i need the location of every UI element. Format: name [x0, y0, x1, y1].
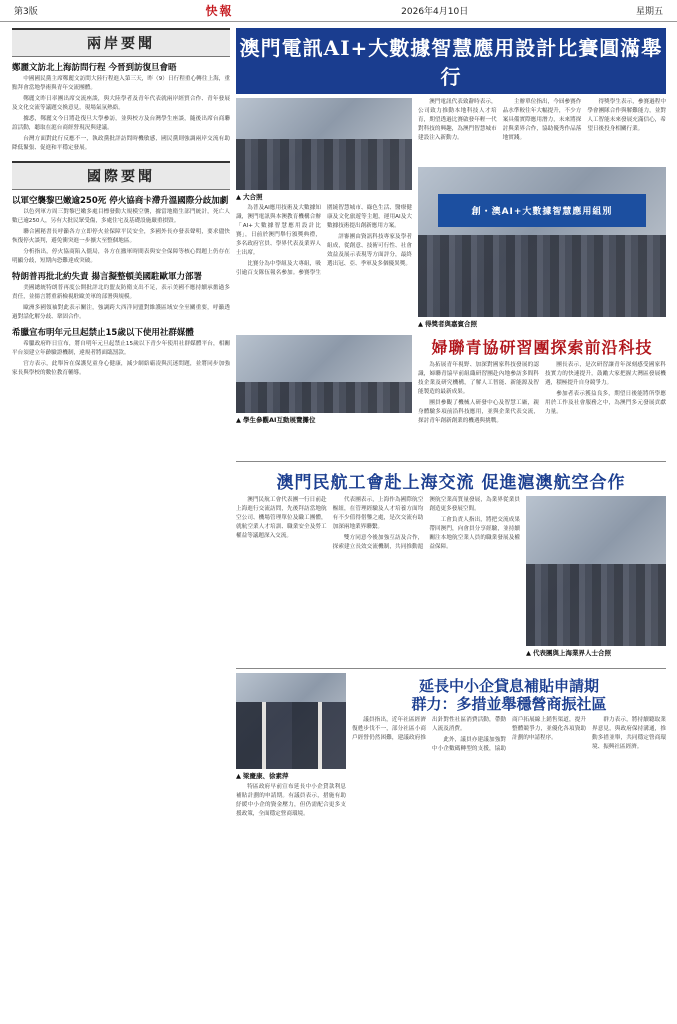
headline-sme-subsidy [352, 677, 666, 713]
paragraph: 群力表示，將持續聽取業界意見，與政府保持溝通，推動多措並舉，共同穩定營商環境、振興社區經濟。 [592, 717, 666, 750]
left-column [12, 28, 230, 1014]
article-aviation-union [236, 496, 520, 664]
paragraph: 參加者表示獲益良多，期望日後能將所學應用於工作及社會服務之中，為澳門多元發展貢獻力量。 [545, 391, 666, 415]
paragraph: 比賽分為中學組及大專組，吸引逾百支隊伍報名參加。參賽學生圍繞智慧城市、綠色生活、醫療健康及文化旅遊等主題，運用AI及大數據技術提出創新應用方案。 [236, 205, 412, 276]
article-ai-contest-a [236, 204, 412, 332]
paragraph: 主辦單位指出，今屆參賽作品水準較往年大幅提升，不少方案具備實際應用潛力，未來將探討與業界合作，協助優秀作品落地實踐。 [502, 99, 582, 141]
section-cross-strait: 兩岸要聞 [12, 28, 230, 57]
paragraph: 特區政府早前宣布延長中小企貸款利息補貼計劃的申請期。有議員表示，措施有助紓緩中小企的資金壓力，但仍需配合更多支援政策，全面穩定營商環境。 [236, 784, 346, 817]
exhibition-photo [236, 335, 412, 413]
photo-caption: ▲ 得獎者與嘉賓合照 [418, 320, 477, 328]
headline-women-youth: 婦聯青協研習團探索前沿科技 [431, 338, 653, 357]
headline-cross-strait-1: 鄭麗文訪北上海訪問行程 今晉到訪復旦會晤 [12, 63, 177, 73]
main-headline: 澳門電訊AI+大數據智慧應用設計比賽圓滿舉行 [236, 28, 666, 94]
group-photo [236, 98, 412, 190]
triangle-icon: ▲ [526, 649, 531, 657]
article-cross-strait-1 [12, 75, 230, 153]
photo-caption: ▲ 代表團與上海業界人士合照 [526, 649, 611, 657]
paragraph: 團長表示，是次研習讓青年深刻感受國家科技實力的快速提升，鼓勵大家把握大灣區發展機遇，積極提升自身競爭力。 [545, 362, 666, 386]
portrait-photo [236, 673, 346, 769]
paragraph: 澳門民航工會代表團一行日前赴上海進行交流訪問，先後拜訪當地航空公司、機場管理單位及職工團體，就航空業人才培訓、職業安全及勞工權益等議題深入交流。 [236, 497, 327, 539]
paragraph: 為拓展青年視野、加深對國家科技發展的認識，婦聯青協早前組織研習團赴內地參訪多間科技企業及研究機構，了解人工智能、新能源及智能製造的最新成果。 [418, 362, 539, 395]
paragraph: 歐洲多國領袖對此表示關注，強調跨大西洋同盟對維護區域安全至關重要，呼籲透過對話化解分歧、鞏固合作。 [12, 305, 230, 320]
paragraph: 雙方同意今後加強互訪及合作，探索建立長效交流機制，共同推動滬澳航空業高質量發展，為業界從業員創造更多發展空間。 [332, 497, 520, 550]
paragraph: 工會負責人指出，將把交流成果帶回澳門，向會員分享經驗，並持續關注本地航空業人員的職業發展及權益保障。 [429, 517, 520, 550]
article-intl-3 [12, 340, 230, 378]
paragraph: 評審團由資訊科技專家及學者組成，從創意、技術可行性、社會效益及展示表現等方面評分，最終選出冠、亞、季軍及多個優異獎。 [327, 234, 412, 267]
paragraph: 據悉，鄭麗文今日將赴復旦大學參訪，並與校方及台灣學生座談，隨後出席台商聯誼活動，聽取在滬台商經營現況與建議。 [12, 116, 230, 131]
award-ceremony-photo [418, 167, 666, 317]
paragraph: 議員指出，近年社區經濟復甦步伐不一，部分社區小商戶經營仍然困難，建議政府推出針對性社區消費活動，帶動人流及消費。 [352, 717, 506, 741]
paragraph: 代表團表示，上海作為國際航空樞紐，在管理經驗及人才培養方面均有不少值得借鑒之處，是次交流有助加深兩地業界聯繫。 [332, 497, 424, 530]
paragraph: 澳門電訊代表致辭時表示，公司致力推動本地科技人才培育，期望透過比賽啟發年輕一代對科技的興趣，為澳門智慧城市建設注入新動力。 [418, 99, 497, 141]
paragraph: 希臘政府昨日宣布，將自明年元旦起禁止15歲以下青少年使用社群媒體平台，相關平台須建立年齡驗證機制，違規者將面臨罰款。 [12, 341, 230, 356]
aviation-delegation-photo [526, 496, 666, 646]
paragraph: 團員參觀了機械人研發中心及智慧工廠，親身體驗多項前沿科技應用，並與企業代表交流，探討青年創新創業的機遇與挑戰。 [418, 400, 539, 424]
right-column [236, 28, 666, 1014]
photo-caption: ▲ 學生參觀AI互動展覽攤位 [236, 416, 316, 424]
paragraph: 此外，議員亦建議加強對中小企數碼轉型的支援，協助商戶拓展線上銷售渠道，提升整體競爭力，並優化各項資助計劃的申請程序。 [432, 717, 586, 752]
article-ai-contest-b [418, 98, 666, 164]
paragraph: 台灣方面對此行反應不一，執政黨批評訪問時機敏感，國民黨則強調兩岸交流有助降低緊張、促進和平穩定發展。 [12, 136, 230, 151]
paragraph: 官方表示，此舉旨在保護兒童身心健康，減少網絡霸凌與沉迷問題，並將同步加強家長與學校的數位教育輔導。 [12, 361, 230, 376]
headline-aviation-union: 澳門民航工會赴上海交流 促進滬澳航空合作 [276, 473, 626, 493]
paragraph: 以色列軍方周三對黎巴嫩多處目標發動大規模空襲，據當地衛生部門統計，死亡人數已逾250人，另有大批民眾受傷，多處住宅及基礎設施嚴重損毀。 [12, 209, 230, 224]
issue-date: 2026年4月10日 [401, 7, 469, 17]
paragraph: 美國總統特朗普再度公開批評北約盟友防衛支出不足，表示美國不應持續承擔過多責任，並揚言將重新檢視駐歐美軍的部署與規模。 [12, 285, 230, 300]
article-sme-subsidy-a [236, 783, 346, 831]
paragraph: 中國國民黨主席鄭麗文訪問大陸行程進入第三天，昨（9）日行程重心轉往上海，重點拜會當地學術與青年交流團體。 [12, 76, 230, 91]
headline-intl-3: 希臘宣布明年元旦起禁止15歲以下使用社群媒體 [12, 328, 194, 338]
headline-line: 群力：多措並舉穩營商振社區 [411, 695, 607, 713]
page-number: 第3版 [14, 7, 38, 17]
triangle-icon: ▲ [236, 193, 241, 201]
paragraph: 為普及AI應用技術及大數據知識，澳門電訊與本澳教育機構合辦「AI+大數據智慧應用設計比賽」，日前於澳門舉行頒獎典禮，多名政府官員、學界代表及業界人士出席。 [236, 205, 321, 256]
article-women-youth [418, 361, 666, 457]
paragraph: 分析指出，停火協商陷入僵局，各方在撤軍時間表與安全保障等核心問題上仍存在明顯分歧，短期內恐難達成突破。 [12, 249, 230, 264]
photo-caption: ▲ 大合照 [236, 193, 263, 201]
paragraph: 鄭麗文昨日率團出席交流座談，與大陸學者及青年代表就兩岸經貿合作、青年發展及文化交流等議題交換意見，現場氣氛熱絡。 [12, 96, 230, 111]
paragraph: 聯合國秘書長呼籲各方立即停火並保障平民安全，多國外長亦發表聲明，要求儘快恢復停火談判，避免衝突進一步擴大至整個地區。 [12, 229, 230, 244]
article-intl-1 [12, 208, 230, 266]
paragraph: 得獎學生表示，參賽過程中學會團隊合作與解難能力，並對人工智能未來發展充滿信心，希望日後投身相關行業。 [587, 99, 666, 132]
issue-weekday: 星期五 [635, 7, 663, 17]
headline-line: 延長中小企貸息補貼申請期 [418, 677, 599, 695]
article-sme-subsidy-b [352, 716, 666, 834]
triangle-icon: ▲ [418, 320, 423, 328]
headline-intl-2: 特朗普再批北約失責 揚言擬整頓美國駐歐軍力部署 [12, 272, 202, 282]
headline-intl-1: 以軍空襲黎巴嫩逾250死 停火協商卡滯升溫國際分歧加劇 [12, 196, 229, 206]
article-intl-2 [12, 284, 230, 322]
section-international: 國際要聞 [12, 161, 230, 190]
triangle-icon: ▲ [236, 772, 241, 780]
event-banner: 創・澳AI+大數據智慧應用組別 [438, 194, 646, 227]
triangle-icon: ▲ [236, 416, 241, 424]
photo-caption: ▲ 梁慶康、徐素萍 [236, 772, 289, 780]
masthead: 快報 [205, 4, 234, 18]
page-header [0, 0, 677, 22]
